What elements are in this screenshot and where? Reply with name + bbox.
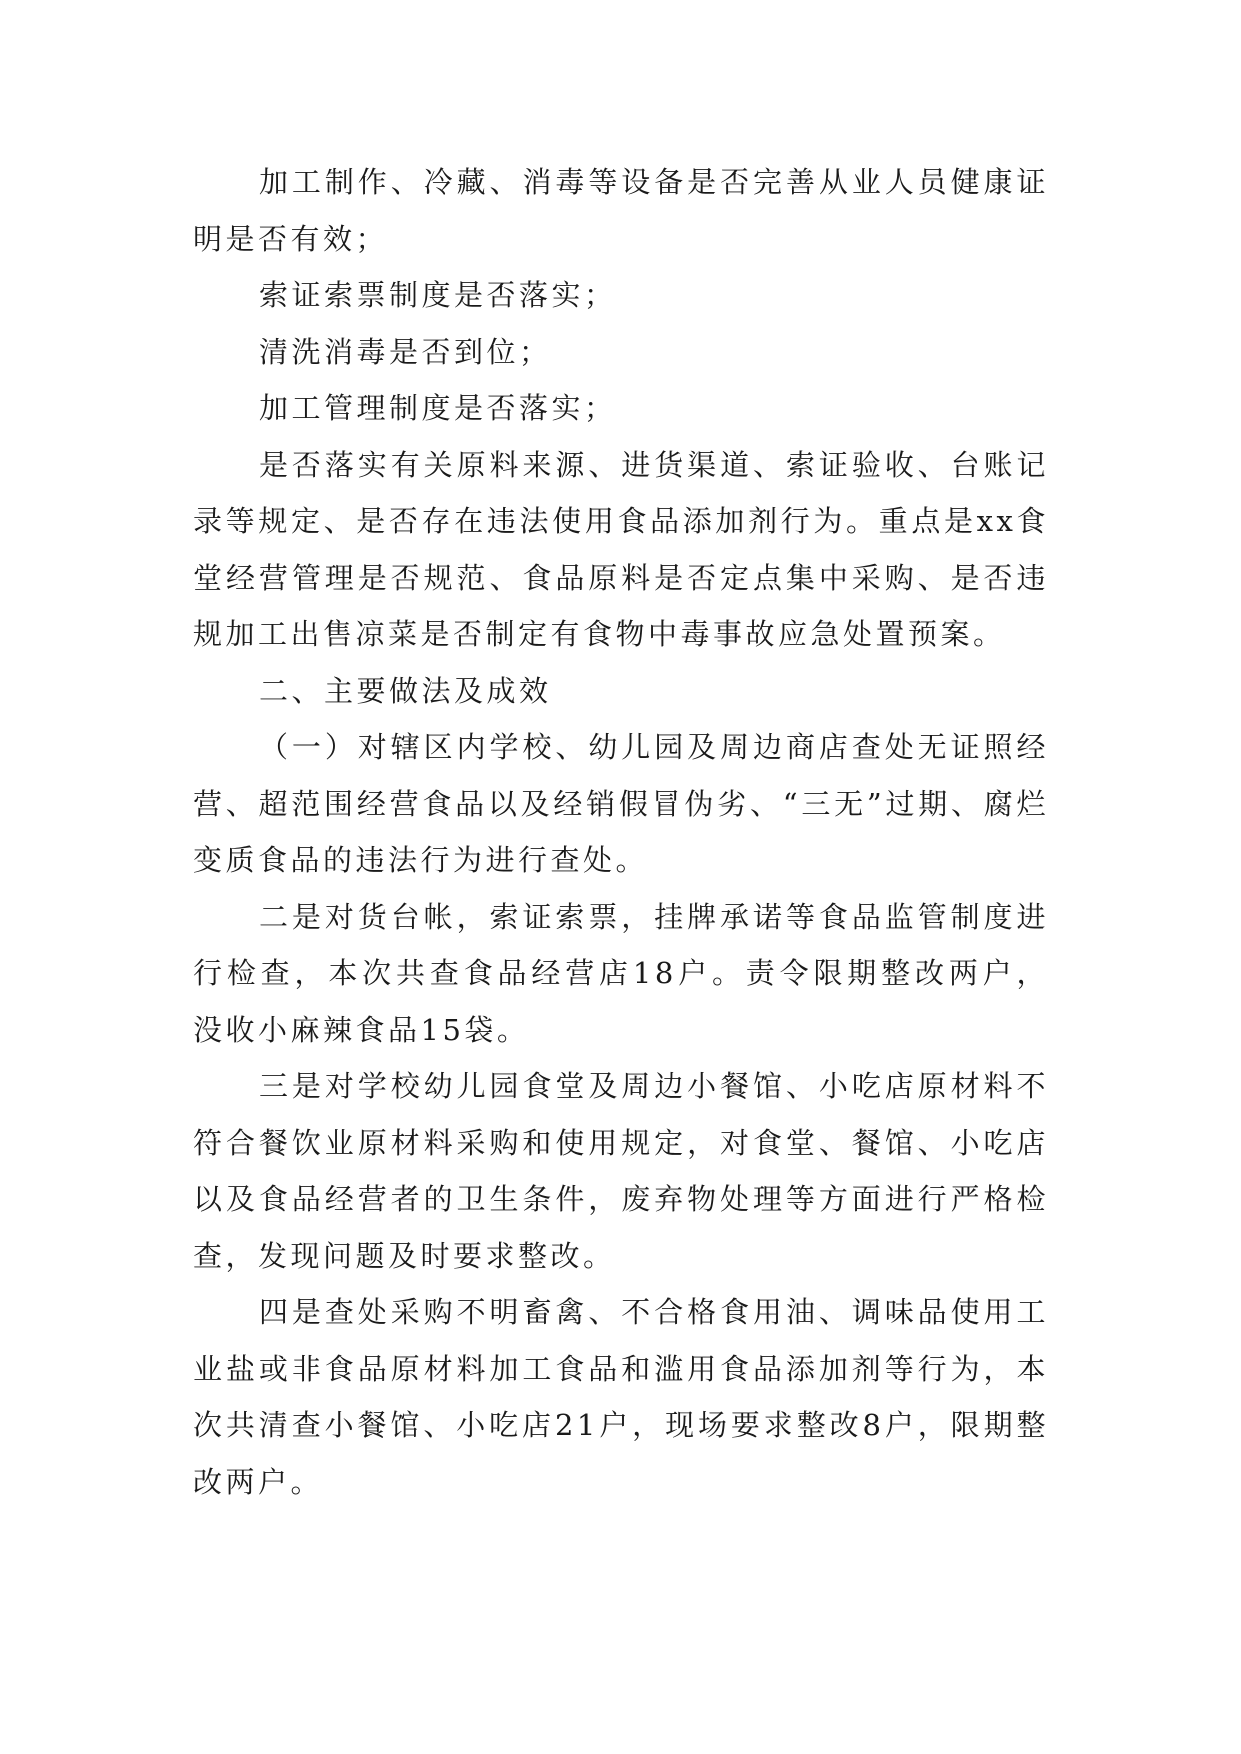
paragraph-item-three: 三是对学校幼儿园食堂及周边小餐馆、小吃店原材料不符合餐饮业原材料采购和使用规定，对食堂、餐馆、小吃店以及食品经营者的卫生条件，废弃物处理等方面进行严格检查，发现问题及时要求整改。	[193, 1069, 1049, 1273]
section-heading-main-practices: 二、主要做法及成效	[259, 673, 552, 708]
paragraph-equipment-health-cert: 加工制作、冷藏、消毒等设备是否完善从业人员健康证明是否有效；	[193, 165, 1049, 256]
paragraph-item-one: （一）对辖区内学校、幼儿园及周边商店查处无证照经营、超范围经营食品以及经销假冒伪劣、“三无”过期、腐烂变质食品的违法行为进行查处。	[193, 730, 1049, 877]
paragraph-processing-management: 加工管理制度是否落实；	[259, 391, 617, 425]
paragraph-item-four: 四是查处采购不明畜禽、不合格食用油、调味品使用工业盐或非食品原材料加工食品和滥用食品添加剂等行为，本次共清查小餐馆、小吃店21户，现场要求整改8户，限期整改两户。	[193, 1295, 1049, 1499]
paragraph-certificate-invoice: 索证索票制度是否落实；	[259, 278, 617, 312]
paragraph-cleaning-disinfection: 清洗消毒是否到位；	[259, 334, 552, 369]
document-body	[193, 154, 1049, 1510]
paragraph-raw-material-sources: 是否落实有关原料来源、进货渠道、索证验收、台账记录等规定、是否存在违法使用食品添加剂行为。重点是xx食堂经营管理是否规范、食品原料是否定点集中采购、是否违规加工出售凉菜是否制定有食物中毒事故应急处置预案。	[193, 447, 1049, 651]
paragraph-item-two: 二是对货台帐，索证索票，挂牌承诺等食品监管制度进行检查，本次共查食品经营店18户。责令限期整改两户，没收小麻辣食品15袋。	[193, 899, 1049, 1047]
